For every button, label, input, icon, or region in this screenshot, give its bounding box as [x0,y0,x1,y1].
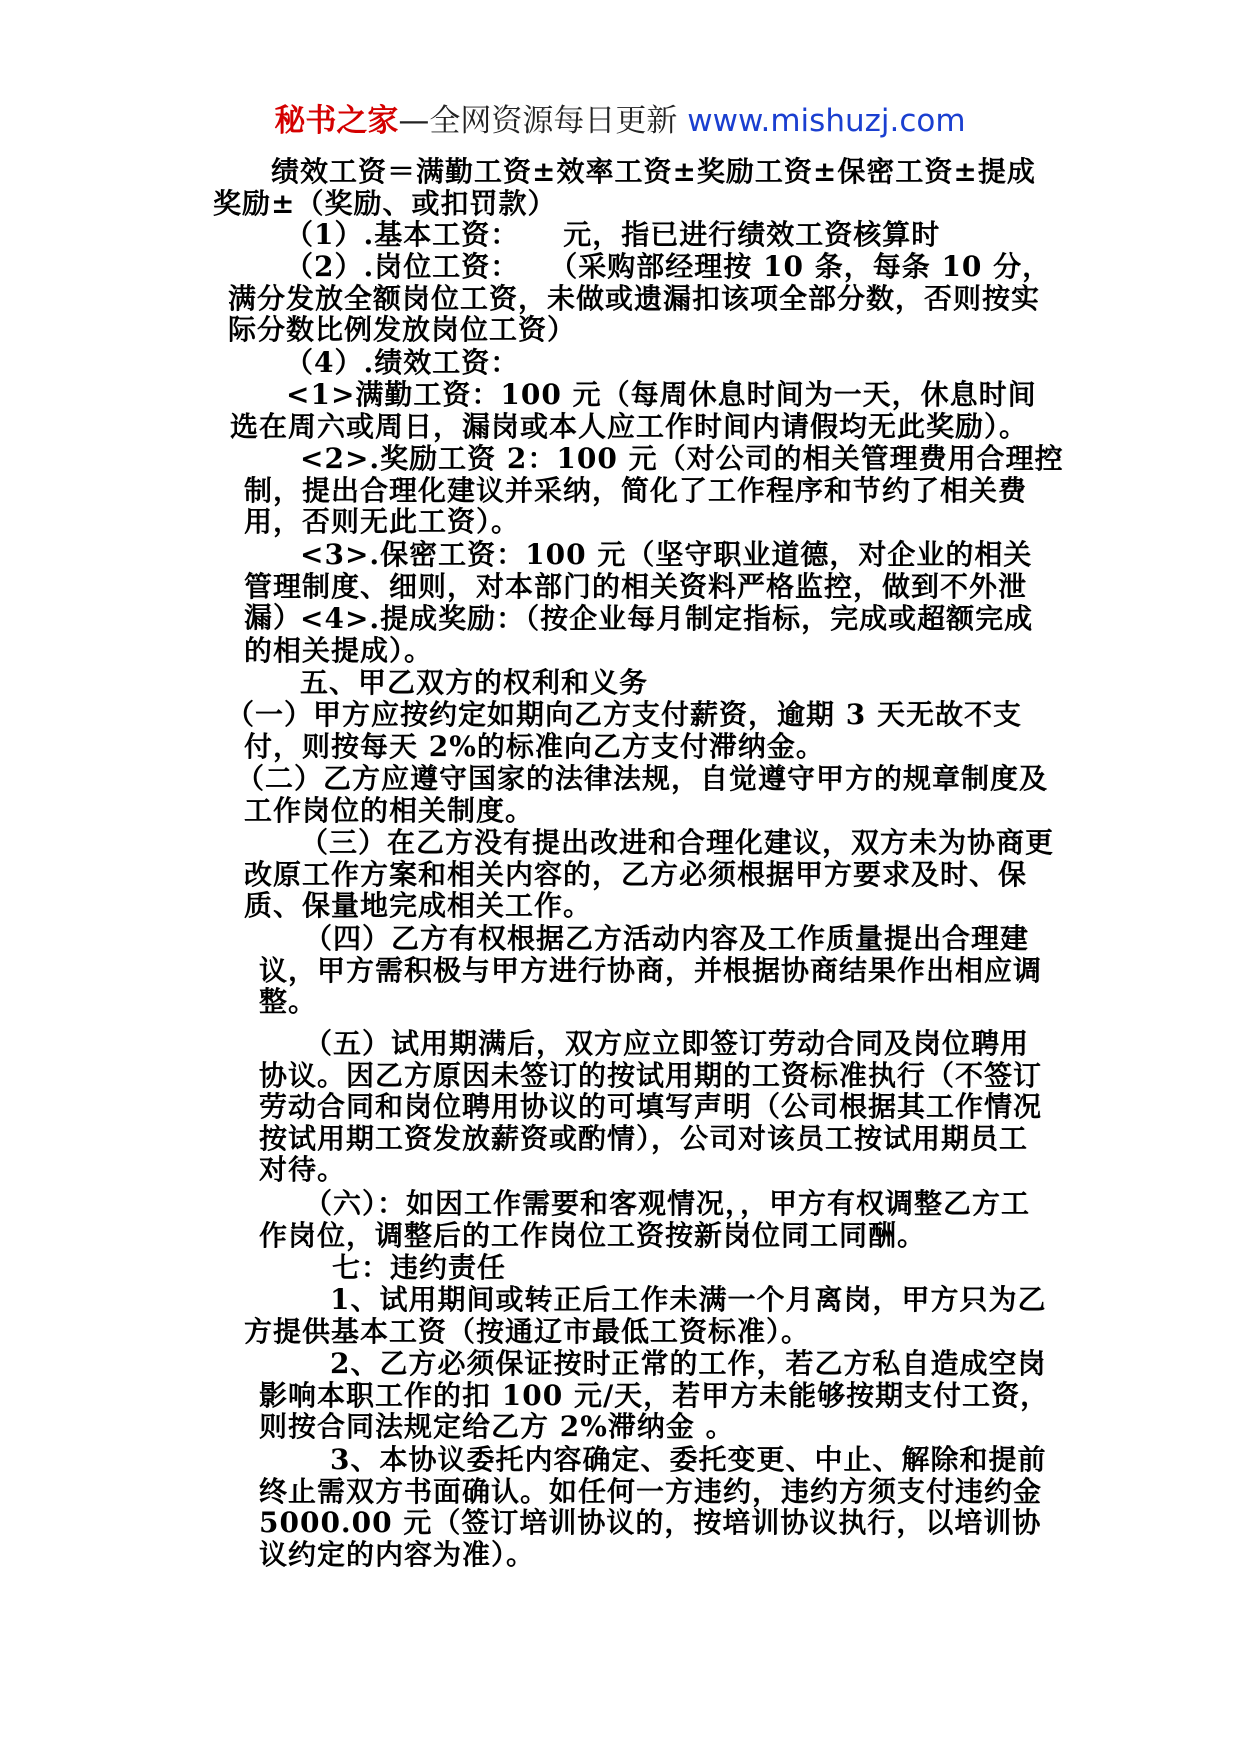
paragraph-performance-salary: （4）.绩效工资： [285,346,520,379]
paragraph-liability-3: 3、本协议委托内容确定、委托变更、中止、解除和提前终止需双方书面确认。如任何一方违约，违约方须支付违约金 5000.00 元（签订培训协议的，按培训协议执行，以培训协议约定的内容为准）。 [259,1443,1047,1571]
paragraph-basic-salary: （1）.基本工资： 元，指已进行绩效工资核算时 [285,218,941,251]
site-header [0,101,1240,141]
paragraph-performance-formula: 绩效工资＝满勤工资±效率工资±奖励工资±保密工资±提成奖励±（奖励、或扣罚款） [213,155,1036,220]
paragraph-clause-1: （一）甲方应按约定如期向乙方支付薪资，逾期 3 天无故不支付，则按每天 2%的标准向乙方支付滞纳金。 [226,698,1022,763]
paragraph-commission: <4>.提成奖励：（按企业每月制定指标，完成或超额完成的相关提成）。 [244,602,1034,667]
section-heading-rights-obligations: 五、甲乙双方的权利和义务 [300,666,649,699]
site-tagline: —全网资源每日更新 [398,103,688,139]
paragraph-position-salary: （2）.岗位工资： （采购部经理按 10 条，每条 10 分，满分发放全额岗位工资，未做或遗漏扣该项全部分数，否则按实际分数比例发放岗位工资） [228,250,1052,346]
paragraph-attendance-salary: <1>满勤工资：100 元（每周休息时间为一天，休息时间选在周六或周日，漏岗或本人应工作时间内请假均无此奖励）。 [230,378,1037,443]
site-url-link[interactable]: www.mishuzj.com [687,103,966,139]
paragraph-clause-6: （六）：如因工作需要和客观情况，，甲方有权调整乙方工作岗位，调整后的工作岗位工资按新岗位同工同酬。 [259,1187,1031,1252]
paragraph-clause-5: （五）试用期满后，双方应立即签订劳动合同及岗位聘用协议。因乙方原因未签订的按试用期的工资标准执行（不签订劳动合同和岗位聘用协议的可填写声明（公司根据其工作情况按试用期工资发放薪资或酌情），公司对该员工按试用期员工对待。 [259,1027,1043,1186]
paragraph-liability-1: 1、试用期间或转正后工作未满一个月离岗，甲方只为乙方提供基本工资（按通辽市最低工资标准）。 [244,1283,1047,1348]
paragraph-clause-2: （二）乙方应遵守国家的法律法规，自觉遵守甲方的规章制度及工作岗位的相关制度。 [236,762,1049,827]
section-heading-liability: 七：违约责任 [332,1251,507,1284]
paragraph-liability-2: 2、乙方必须保证按时正常的工作，若乙方私自造成空岗影响本职工作的扣 100 元/天，若甲方未能够按期支付工资，则按合同法规定给乙方 2%滞纳金 。 [259,1347,1050,1443]
paragraph-clause-4: （四）乙方有权根据乙方活动内容及工作质量提出合理建议，甲方需积极与甲方进行协商，并根据协商结果作出相应调整。 [259,922,1043,1018]
site-brand: 秘书之家 [274,103,399,139]
paragraph-confidentiality-salary: <3>.保密工资：100 元（坚守职业道德，对企业的相关管理制度、细则，对本部门的相关资料严格监控，做到不外泄漏） [244,538,1033,634]
paragraph-bonus-salary: <2>.奖励工资 2：100 元（对公司的相关管理费用合理控制，提出合理化建议并采纳，简化了工作程序和节约了相关费用，否则无此工资）。 [244,442,1064,538]
paragraph-clause-3: （三）在乙方没有提出改进和合理化建议，双方未为协商更改原工作方案和相关内容的，乙方必须根据甲方要求及时、保质、保量地完成相关工作。 [244,826,1055,922]
